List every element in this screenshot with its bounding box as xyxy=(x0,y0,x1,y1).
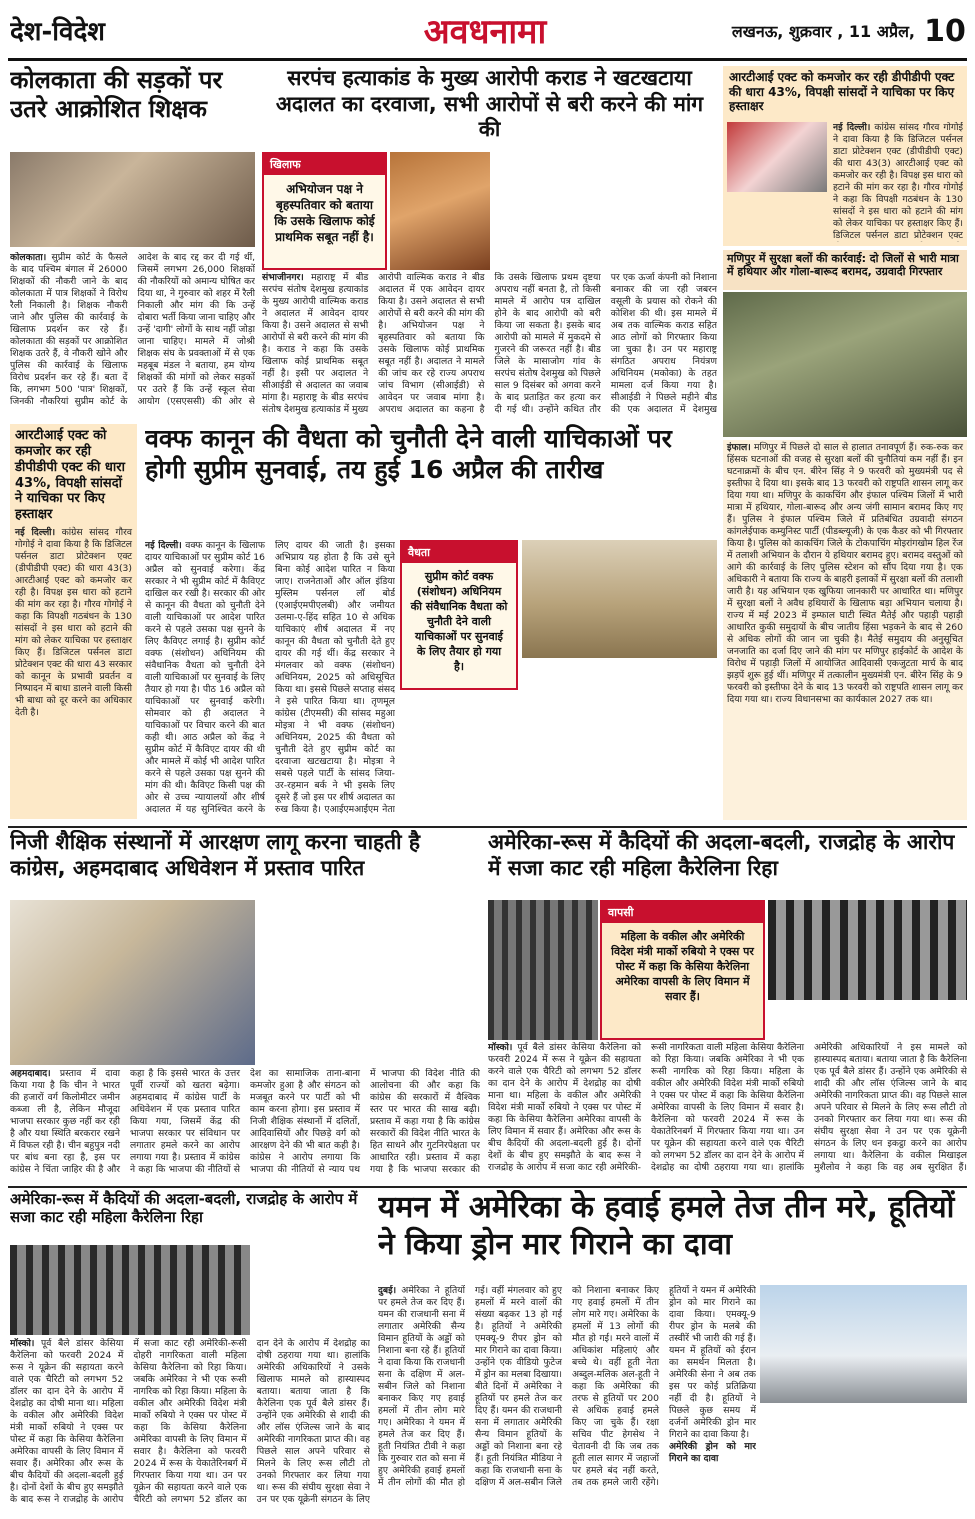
rti-side-text: कांग्रेस सांसद गौरव गोगोई ने दावा किया है कि डिजिटल पर्सनल डाटा प्रोटेक्शन एक्ट (डीपीडीपी एक्ट) की धारा 43(3) आरटीआई एक्ट को कमजोर कर रही है। विपक्ष इस धारा को हटाने की मांग कर रहा है। गौरव गोगोई ने कहा कि विपक्षी गठबंधन के 130 सांसदों ने इस धारा को हटाने की मांग को लेकर याचिका पर हस्ताक्षर किए हैं। डिजिटल पर्सनल डाटा प्रोटेक्शन एक्ट xyxy=(833,122,963,241)
manipur-headline: मणिपुर में सुरक्षा बलों की कार्रवाई: दो जिलों से भारी मात्रा में हथियार और गोला-बारूद बरामद, उग्रवादी गिरफ्तार xyxy=(723,250,967,290)
russia-us-pull-box xyxy=(600,900,765,1040)
rti-left-dateline: नई दिल्ली। xyxy=(15,527,56,539)
manipur-dateline: इंफाल। xyxy=(727,442,751,453)
yemen-headline: यमन में अमेरिका के हवाई हमले तेज तीन मरे, हूतियों ने किया ड्रोन मार गिराने का दावा xyxy=(378,1190,955,1262)
russia-us2-text: पूर्व बैले डांसर केसिया कैरेलिना को फरवरी 2024 में रूस ने यूक्रेन की सहायता करने वाले एक चैरिटी को लगभग 52 डॉलर का दान देने के आरोप में देशद्रोह का दोषी माना था। महिला के वकील और अमेरिकी विदेश मंत्री मार्को रुबियो ने एक्स पर पोस्ट में कहा कि केसिया कैरेलिना अमेरिका वापसी के लिए विमान में सवार हैं। अमेरिका और रूस के बीच कैदियों की अदला-बदली हुई है। दोनों देशों के बीच हुए समझौते के बाद रूस ने राजद्रोह के आरोप में सजा काट रही अमेरिकी-रूसी दोहरी नागरिकता वाली महिला केसिया कैरेलिना को रिहा किया। जबकि अमेरिका ने भी एक रूसी नागरिक को रिहा किया। महिला के वकील और अमेरिकी विदेश मंत्री मार्को रुबियो ने एक्स पर पोस्ट में कहा कि केसिया कैरेलिना अमेरिका वापसी के लिए विमान में सवार है। कैरेलिना को फरवरी 2024 में रूस के येकातेरिनबर्ग में गिरफ्तार किया गया था। उन पर यूक्रेन की सहायता करने वाले एक चैरिटी को लगभग 52 डॉलर का दान देने के आरोप में देशद्रोह का दोषी ठहराया गया था। हालांकि अमेरिकी अधिकारियों ने उसके खिलाफ मामले को हास्यास्पद बताया। बताया जाता है कि कैरेलिना एक पूर्व बैले डांसर हैं। उन्होंने एक अमेरिकी से शादी की और लॉस एंजिल्स जाने के बाद अमेरिकी नागरिकता प्राप्त की। वह पिछले साल अपने परिवार से मिलने के लिए रूस लौटी तो उनको गिरफ्तार कर लिया गया था। रूस की संघीय सुरक्षा सेवा ने उन पर एक यूक्रेनी संगठन के लिए xyxy=(10,1338,370,1505)
rti-side-body xyxy=(833,122,963,242)
waqf-headline: वक्फ कानून की वैधता को चुनौती देने वाली याचिकाओं पर होगी सुप्रीम सुनवाई, तय हुई 16 अप्रैल की तारीख xyxy=(145,424,672,484)
congress-text: प्रस्ताव में दावा किया गया है कि चीन ने भारत की हजारों वर्ग किलोमीटर जमीन कब्जा ली है, लेकिन मौजूदा भाजपा सरकार कुछ नहीं कर रही है और यथा स्थिति बरकरार रखने में विफल रही है। चीन बहुपुत्र नदी पर बांध बना रहा है, इस पर कांग्रेस ने चिंता जाहिर की है और कहा है कि इससे भारत के उत्तर पूर्वी राज्यों को खतरा बढ़ेगा। अहमदाबाद में कांग्रेस पार्टी के अधिवेशन में एक प्रस्ताव पारित किया गया, जिसमें केंद्र की भाजपा सरकार पर संविधान पर लगातार हमले करने का आरोप लगाया गया है। प्रस्ताव में कांग्रेस ने कहा कि भाजपा की नीतियों से देश का सामाजिक ताना-बाना कमजोर हुआ है और संगठन को मजबूत करने पर पार्टी को भी काम करना होगा। इस प्रस्ताव में निजी शैक्षिक संस्थानों में दलितों, आदिवासियों और पिछड़े वर्ग को आरक्षण देने की भी बात कही है। कांग्रेस ने आरोप लगाया कि भाजपा की नीतियों से न्याय पथ में भाजपा की विदेश नीति की आलोचना की और कहा कि कांग्रेस की सरकारों में वैश्विक स्तर पर भारत की साख बढ़ी। प्रस्ताव में कहा गया है कि कांग्रेस सरकारों की विदेश नीति भारत के हित साधने और गुटनिरपेक्षता पर आधारित रही। प्रस्ताव में कहा गया है कि भाजपा सरकार की xyxy=(10,1068,480,1175)
kolkata-text: सुप्रीम कोर्ट के फैसले के बाद पश्चिम बंगाल में 26000 शिक्षकों की नौकरी जाने के बाद कोलकाता में पात्र शिक्षकों ने विरोध रैली निकाली है। शिक्षक नौकरी जाने और पुलिस की कार्रवाई के खिलाफ प्रदर्शन कर रहे हैं। कोलकाता की सड़कों पर आक्रोशित शिक्षक उतरे हैं, वे नौकरी खोने और पुलिस की कार्रवाई के खिलाफ विरोध प्रदर्शन कर रहे हैं। बता दें कि, लगभग 500 'पात्र' शिक्षकों, जिनकी नौकरियां सुप्रीम कोर्ट के आदेश के बाद रद्द कर दी गई थीं, जिसमें लगभग 26,000 शिक्षकों की नौकरियों को अमान्य घोषित कर दिया था, ने गुरुवार को शहर में रैली निकाली और मांग की कि उन्हें दोबारा भर्ती किया जाना चाहिए और उन्हें 'दागी' लोगों के साथ नहीं जोड़ा जाना चाहिए। मामले में जोश्री शिक्षक संघ के प्रवक्ताओं में से एक महबूब मंडल ने बताया, हम योग्य शिक्षकों की मांगों को लेकर सड़कों पर उतरे हैं कि उन्हें स्कूल सेवा आयोग (एसएससी) की ओर से xyxy=(10,252,255,407)
header-rule xyxy=(8,58,967,61)
karad-pullquote: अभियोजन पक्ष ने बृहस्पतिवार को बताया कि उसके खिलाफ कोई प्राथमिक सबूत नहीं है। xyxy=(274,182,375,244)
section-rule-1 xyxy=(8,826,967,828)
kolkata-body xyxy=(10,252,255,417)
russia-us-text: पूर्व बैले डांसर केसिया कैरेलिना को फरवरी 2024 में रूस ने यूक्रेन की सहायता करने वाले एक चैरिटी को लगभग 52 डॉलर का दान देने के आरोप में देशद्रोह का दोषी माना था। महिला के वकील और अमेरिकी विदेश मंत्री मार्को रुबियो ने एक्स पर पोस्ट में कहा कि केसिया कैरेलिना अमेरिका वापसी के लिए विमान में सवार हैं। अमेरिका और रूस के बीच कैदियों की अदला-बदली हुई है। दोनों देशों के बीच हुए समझौते के बाद रूस ने राजद्रोह के आरोप में सजा काट रही अमेरिकी-रूसी नागरिकता वाली महिला केसिया कैरेलिना को रिहा किया। जबकि अमेरिका ने भी एक रूसी नागरिक को रिहा किया। महिला के वकील और अमेरिकी विदेश मंत्री मार्को रुबियो ने एक्स पर पोस्ट में कहा कि केसिया कैरेलिना अमेरिका वापसी के लिए विमान में सवार है। कैरेलिना को फरवरी 2024 में रूस के येकातेरिनबर्ग में गिरफ्तार किया गया था। उन पर यूक्रेन की सहायता करने वाले एक चैरिटी को लगभग 52 डॉलर का दान देने के आरोप में देशद्रोह का दोषी ठहराया गया था। हालांकि अमेरिकी अधिकारियों ने इस मामले को हास्यास्पद बताया। बताया जाता है कि कैरेलिना एक पूर्व बैले डांसर हैं। उन्होंने एक अमेरिकी से शादी की और लॉस एंजिल्स जाने के बाद अमेरिकी नागरिकता प्राप्त की। वह पिछले साल अपने परिवार से मिलने के लिए रूस लौटी तो उनको गिरफ्तार कर लिया गया था। रूस की संघीय सुरक्षा सेवा ने उन पर एक यूक्रेनी संगठन के लिए धन इकट्ठा करने का आरोप लगाया था। कैरेलिना के वकील मिखाइल मुशैलोव ने कहा कि वह अब सुरक्षित हैं। xyxy=(488,1042,967,1173)
waqf-body-left xyxy=(145,540,395,820)
russia-us2-dateline: मॉस्को। xyxy=(10,1338,35,1349)
russia-us-body xyxy=(488,1042,967,1182)
russia-us2-headline: अमेरिका-रूस में कैदियों की अदला-बदली, राजद्रोह के आरोप में सजा काट रही महिला कैरेलिना रिहा xyxy=(10,1190,358,1227)
waqf-kicker: वैधता xyxy=(402,542,516,563)
russia-us-kicker: वापसी xyxy=(602,902,763,923)
supreme-court-photo xyxy=(522,540,717,658)
waqf-dateline: नई दिल्ली। xyxy=(145,540,182,551)
section-title: देश-विदेश xyxy=(10,17,105,47)
yemen-body-side xyxy=(760,1406,967,1513)
rti-side-dateline: नई दिल्ली। xyxy=(833,122,871,133)
kolkata-headline: कोलकाता की सड़कों पर उतरे आक्रोशित शिक्षक xyxy=(10,66,223,124)
yemen-dateline: दुबई। xyxy=(378,1285,397,1296)
karad-dateline: संभाजीनगर। xyxy=(262,272,304,283)
yemen-drone-photo xyxy=(760,1285,967,1403)
karad-kicker: खिलाफ xyxy=(264,154,385,175)
karad-pull-box xyxy=(262,152,387,270)
karad-headline: सरपंच हत्याकांड के मुख्य आरोपी कराड ने खटखटाया अदालत का दरवाजा, सभी आरोपों से बरी करने की मांग की xyxy=(275,66,704,142)
section-rule-2 xyxy=(8,1186,967,1188)
russia-us-headline: अमेरिका-रूस में कैदियों की अदला-बदली, राजद्रोह के आरोप में सजा काट रही महिला कैरेलिना रिहा xyxy=(488,830,955,880)
yemen-subhead1: गिराने का दावा xyxy=(669,1453,719,1464)
karad-text: महाराष्ट्र में बीड सरपंच संतोष देशमुख हत्याकांड के मुख्य आरोपी वाल्मिक कराड ने अदालत में आवेदन दायर किया है। उसने अदालत से सभी आरोपों से बरी करने की मांग की है। कराड ने कहा कि उसके खिलाफ कोई प्राथमिक सबूत नहीं है। इसी पर अदालत ने सीआईडी से अदालत का जवाब मांगा है। महाराष्ट्र के बीड सरपंच संतोष देशमुख हत्याकांड में मुख्य आरोपी वाल्मिक कराड ने बीड अदालत में एक आवेदन दायर किया है। उसने अदालत से सभी आरोपों से बरी करने की मांग की है। अभियोजन पक्ष ने बृहस्पतिवार को बताया कि उसके खिलाफ कोई प्राथमिक सबूत नहीं है। अदालत ने मामले की जांच कर रहे राज्य अपराध जांच विभाग (सीआईडी) से आवेदन पर जवाब मांगा है। अपराध अदालत का कहना है कि उसके खिलाफ प्रथम दृष्टया अपराध नहीं बनता है, तो किसी मामले में आरोप पत्र दाखिल होने के बाद आरोपी को बरी किया जा सकता है। इसके बाद आरोपी को मामले में मुकदमे से गुजरने की जरूरत नहीं है। बीड जिले के मासाजोग गांव के सरपंच संतोष देशमुख को पिछले साल 9 दिसंबर को अगवा करने के बाद प्रताड़ित कर हत्या कर दी गई थी। उन्होंने कथित तौर पर एक ऊर्जा कंपनी को निशाना बनाकर की जा रही जबरन वसूली के प्रयास को रोकने की कोशिश की थी। इस मामले में अब तक वाल्मिक कराड सहित आठ लोगों को गिरफ्तार किया जा चुका है। उन पर महाराष्ट्र संगठित अपराध नियंत्रण अधिनियम (मकोका) के तहत मामला दर्ज किया गया है। सीआईडी ने पिछले महीने बीड की एक अदालत में देशमुख xyxy=(262,272,717,415)
congress-photo xyxy=(10,900,255,1065)
congress-dateline: अहमदाबाद। xyxy=(10,1068,51,1079)
masthead-title: अवधनामा xyxy=(423,12,547,52)
kolkata-protest-photo xyxy=(10,152,255,247)
russia-us-dateline: मॉस्को। xyxy=(488,1042,513,1053)
manipur-photo xyxy=(723,292,967,437)
rti-side-photo xyxy=(727,122,827,192)
prison-photo xyxy=(488,900,598,1040)
prison-photo-2 xyxy=(10,1245,250,1335)
issue-date: लखनऊ, शुक्रवार , 11 अप्रैल, xyxy=(731,22,915,41)
waqf-pullquote: सुप्रीम कोर्ट वक्फ (संशोधन) अधिनियम की संवैधानिक वैधता को चुनौती देने वाली याचिकाओं पर सुनवाई के लिए तैयार हो गया है। xyxy=(410,570,508,673)
karad-photo xyxy=(390,152,490,270)
rti-left-text: कांग्रेस सांसद गौरव गोगोई ने दावा किया है कि डिजिटल पर्सनल डाटा प्रोटेक्शन एक्ट (डीपीडीपी एक्ट) की धारा 43(3) आरटीआई एक्ट को कमजोर कर रही है। विपक्ष इस धारा को हटाने की मांग कर रहा है। गौरव गोगोई ने कहा कि विपक्षी गठबंधन के 130 सांसदों ने इस धारा को हटाने की मांग को लेकर याचिका पर हस्ताक्षर किए हैं। डिजिटल पर्सनल डाटा प्रोटेक्शन एक्ट की धारा 43 सरकार को कानून के प्रभावी प्रवर्तन व निष्पादन में बाधा डालने वाली किसी भी बाधा को दूर करने का अधिकार देती है। xyxy=(15,527,132,719)
congress-headline: निजी शैक्षिक संस्थानों में आरक्षण लागू करना चाहती है कांग्रेस, अहमदाबाद अधिवेशन में प्रस्ताव पारित xyxy=(10,830,421,880)
prison-bars-photo xyxy=(768,900,967,1000)
rti-left-body xyxy=(10,527,137,719)
rti-side-box xyxy=(723,66,967,246)
manipur-body xyxy=(723,440,967,820)
russia-us-pullquote: महिला के वकील और अमेरिकी विदेश मंत्री मार्को रुबियो ने एक्स पर पोस्ट में कहा कि केसिया कैरेलिना अमेरिका वापसी के लिए विमान में सवार हैं। xyxy=(611,930,754,1003)
karad-body xyxy=(262,272,717,417)
rti-left-headline: आरटीआई एक्ट को कमजोर कर रही डीपीडीपी एक्ट की धारा 43%, विपक्षी सांसदों ने याचिका पर किए हस्ताक्षर xyxy=(15,428,125,523)
waqf-text: वक्फ कानून के खिलाफ दायर याचिकाओं पर सुप्रीम कोर्ट 16 अप्रैल को सुनवाई करेगा। केंद्र सरकार ने भी सुप्रीम कोर्ट में कैविएट दाखिल कर रखी है। सरकार की ओर से कानून की वैधता को चुनौती देने वाली याचिकाओं पर आदेश पारित करने से पहले उसका पक्ष सुनने के लिए कैविएट लगाई है। सुप्रीम कोर्ट वक्फ (संशोधन) अधिनियम की संवैधानिक वैधता को चुनौती देने वाली याचिकाओं पर सुनवाई के लिए तैयार हो गया है। पीठ 16 अप्रैल को याचिकाओं पर सुनवाई करेगी। सोमवार को ही अदालत ने याचिकाओं पर विचार करने की बात कही थी। आठ अप्रैल को केंद्र ने सुप्रीम कोर्ट में कैविएट दायर की थी और मामले में कोई भी आदेश पारित करने से पहले उसका पक्ष सुनने की मांग की थी। कैविएट किसी पक्ष की ओर से उच्च न्यायालयों और शीर्ष अदालत में यह सुनिश्चित करने के लिए दायर की जाती है। इसका अभिप्राय यह होता है कि उसे सुने बिना कोई आदेश पारित न किया जाए। राजनेताओं और ऑल इंडिया मुस्लिम पर्सनल लॉ बोर्ड (एआईएमपीएलबी) और जमीयत उलमा-ए-हिंद सहित 10 से अधिक याचिकाएं शीर्ष अदालत में नए कानून की वैधता को चुनौती देते हुए दायर की गई थीं। केंद्र सरकार ने मंगलवार को वक्फ (संशोधन) अधिनियम, 2025 को अधिसूचित किया था। इससे पिछले सप्ताह संसद ने इसे पारित किया था। तृणमूल कांग्रेस (टीएमसी) की सांसद महुआ मोइत्रा ने भी वक्फ (संशोधन) अधिनियम, 2025 की वैधता को चुनौती देते हुए सुप्रीम कोर्ट का दरवाजा खटखटाया है। मोइत्रा ने सबसे पहले पार्टी के सांसद जिया-उर-रहमान बर्क ने भी इसके लिए दूसरे हैं जो इस पर शीर्ष अदालत का रुख किया है। एआईएमआईएम नेता xyxy=(145,540,395,815)
yemen-body xyxy=(378,1285,756,1513)
rti-side-headline: आरटीआई एक्ट को कमजोर कर रही डीपीडीपी एक्ट की धारा 43%, विपक्षी सांसदों ने याचिका पर किए हस्ताक्षर xyxy=(729,70,955,114)
yemen-text: अमेरिका ने हूतियों पर हमले तेज कर दिए हैं। यमन की राजधानी सना में लगातार अमेरिकी सैन्य विमान हूतियों के अड्डों को निशाना बना रहे हैं। हूतियों ने दावा किया कि राजधानी सना के दक्षिण में अल-सबीन जिले को निशाना बनाकर किए गए हवाई हमलों में तीन लोग मारे गए। अमेरिका ने यमन में हमले तेज कर दिए हैं। हूती नियंत्रित टीवी ने कहा कि गुरुवार रात को सना में हुए अमेरिकी हवाई हमलों में तीन लोगों की मौत हो गई। वहीं मंगलवार को हुए हमलों में मरने वालों की संख्या बढ़कर 13 हो गई है। हूतियों ने अमेरिकी एमक्यू-9 रीपर ड्रोन को मार गिराने का दावा किया। उन्होंने एक वीडियो फुटेज में ड्रोन का मलबा दिखाया। बीते दिनों में अमेरिका ने हूतियों पर हमले तेज कर दिए हैं। यमन की राजधानी सना में लगातार अमेरिकी सैन्य विमान हूतियों के अड्डों को निशाना बना रहे हैं। हूती नियंत्रित मीडिया ने कहा कि राजधानी सना के दक्षिण में अल-सबीन जिले को निशाना बनाकर किए गए हवाई हमलों में तीन लोग मारे गए। अमेरिका के हमलों में 13 लोगों की मौत हो गई। मरने वालों में अधिकांश महिलाएं और बच्चे थे। वहीं हूती नेता अब्दुल-मलिक अल-हूती ने कहा कि अमेरिका की तरफ से हूतियों पर 200 से अधिक हवाई हमले किए जा चुके हैं। रक्षा सचिव पीट हेगसेथ ने चेतावनी दी कि जब तक हूती लाल सागर में जहाजों पर हमले बंद नहीं करते, तब तक हमले जारी रहेंगे। हूतियों ने यमन में अमेरिकी ड्रोन को मार गिराने का दावा किया। एमक्यू-9 रीपर ड्रोन के मलबे की तस्वीरें भी जारी की गई हैं। यमन में हूतियों को ईरान का समर्थन मिलता है। अमेरिकी सेना ने अब तक इस पर कोई प्रतिक्रिया नहीं दी है। हूतियों ने पिछले कुछ समय में दर्जनों अमेरिकी ड्रोन मार गिराने का दावा किया है। xyxy=(378,1285,756,1488)
waqf-pull-box xyxy=(400,540,518,690)
congress-body xyxy=(10,1068,480,1183)
manipur-text: मणिपुर में पिछले दो साल से हालात तनावपूर्ण हैं। रुक-रुक कर हिंसक घटनाओं की वजह से सुरक्षा बलों की चुनौतियां कम नहीं हैं। इन घटनाक्रमों के बीच एन. बीरेन सिंह ने 9 फरवरी को मुख्यमंत्री पद से इस्तीफा दे दिया था। इसके बाद 13 फरवरी को राष्ट्रपति शासन लागू कर दिया गया था। मणिपुर के काकचिंग और इंफाल पश्चिम जिलों में भारी मात्रा में हथियार, गोला-बारूद और अन्य जंगी सामान बरामद किए गए हैं। पुलिस ने इंफाल पश्चिम जिले में प्रतिबंधित उग्रवादी संगठन कांगलेईपाक कम्युनिस्ट पार्टी (पीडब्ल्यूजी) के एक कैडर को भी गिरफ्तार किया है। पुलिस को काकचिंग जिले के टोकपाचिंग मोइरांगखोम हिल रेंज में तलाशी अभियान के दौरान ये हथियार बरामद हुए। बरामद वस्तुओं को आगे की कार्रवाई के लिए पुलिस स्टेशन को सौंप दिया गया है। एक अधिकारी ने बताया कि राज्य के बाहरी इलाकों में सुरक्षा बलों की तलाशी जारी है। यह अभियान एक खुफिया जानकारी पर आधारित था। मणिपुर में सुरक्षा बलों ने अवैध हथियारों के खिलाफ बड़ा अभियान चलाया है। राज्य में मई 2023 में इम्फाल घाटी स्थित मैतेई और पहाड़ी पहाड़ी आधारित कुकी समुदायों के बीच जातीय हिंसा भड़कने के बाद से 260 से अधिक लोगों की जान जा चुकी है। मैतेई समुदाय की अनुसूचित जनजाति का दर्जा दिए जाने की मांग पर मणिपुर हाईकोर्ट के आदेश के विरोध में पहाड़ी जिलों में आयोजित आदिवासी एकजुटता मार्च के बाद झड़पें शुरू हुई थीं। मणिपुर में तत्कालीन मुख्यमंत्री एन. बीरेन सिंह के 9 फरवरी को इस्तीफा देने के बाद 13 फरवरी को राष्ट्रपति शासन लागू कर दिया गया था। राज्य विधानसभा का कार्यकाल 2027 तक था। xyxy=(727,442,964,705)
rti-left-box xyxy=(10,424,137,819)
yemen-subhead2: अमेरिकी ड्रोन को मार xyxy=(669,1441,756,1452)
kolkata-dateline: कोलकाता। xyxy=(10,252,47,263)
page-number: 10 xyxy=(924,14,966,49)
russia-us2-body xyxy=(10,1338,370,1513)
masthead-logo xyxy=(385,4,585,56)
